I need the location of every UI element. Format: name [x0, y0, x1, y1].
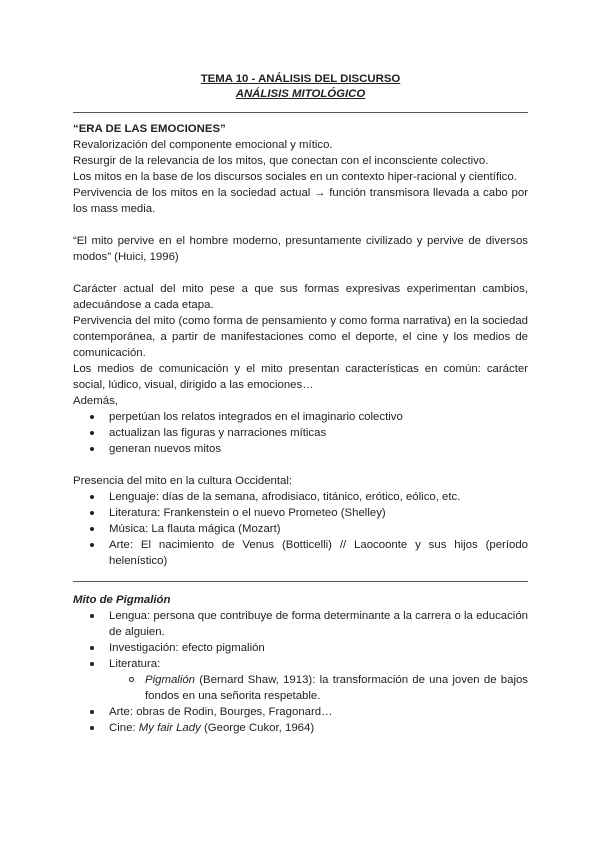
- quote-huici: “El mito pervive en el hombre moderno, presuntamente civilizado y pervive de diversos modos” (Huici, 1996): [73, 235, 528, 263]
- list-item: Música: La flauta mágica (Mozart): [73, 521, 528, 537]
- list-item: Arte: El nacimiento de Venus (Botticelli) // Laocoonte y sus hijos (período helenístico): [73, 537, 528, 569]
- bullet-list-pigmalion: [73, 608, 528, 736]
- list-item: perpetúan los relatos integrados en el imaginario colectivo: [73, 409, 528, 425]
- list-item: Investigación: efecto pigmalión: [73, 640, 528, 656]
- list-item: Literatura:: [73, 656, 528, 672]
- divider: [73, 112, 528, 113]
- cine-label: Cine:: [109, 722, 139, 734]
- bullet-list-presencia: [73, 489, 528, 569]
- paragraph-presencia: Presencia del mito en la cultura Occidental:: [73, 475, 293, 487]
- section-heading-emociones: “ERA DE LAS EMOCIONES”: [73, 123, 226, 135]
- paragraph: Los medios de comunicación y el mito presentan características en común: carácter social, lúdico, visual, dirigido a las emociones…: [73, 363, 528, 391]
- work-title: Pigmalión: [145, 674, 196, 686]
- paragraph: Resurgir de la relevancia de los mitos, que conectan con el inconsciente colectivo.: [73, 155, 489, 167]
- work-detail: (Bernard Shaw, 1913): la transformación de una joven de bajos fondos en una señorita respetable.: [145, 674, 528, 702]
- bullet-list-medios: [73, 409, 528, 457]
- list-item: generan nuevos mitos: [73, 441, 528, 457]
- list-item: Arte: obras de Rodin, Bourges, Fragonard…: [73, 704, 528, 720]
- sub-list-item: [73, 672, 528, 704]
- paragraph: Pervivencia de los mitos en la sociedad actual → función transmisora llevada a cabo por los mass media.: [73, 187, 528, 215]
- paragraph: Revalorización del componente emocional y mítico.: [73, 139, 333, 151]
- list-item: Lengua: persona que contribuye de forma determinante a la carrera o la educación de alguien.: [73, 608, 528, 640]
- film-title: My fair Lady: [138, 722, 201, 734]
- paragraph: Carácter actual del mito pese a que sus formas expresivas experimentan cambios, adecuándose a cada etapa.: [73, 283, 528, 311]
- document-title: TEMA 10 - ANÁLISIS DEL DISCURSO: [200, 73, 401, 85]
- paragraph: Pervivencia del mito (como forma de pensamiento y como forma narrativa) en la sociedad contemporánea, a partir de manifestaciones como el deporte, el cine y los medios de comunicación.: [73, 315, 528, 359]
- list-item: Literatura: Frankenstein o el nuevo Prometeo (Shelley): [73, 505, 528, 521]
- list-item: actualizan las figuras y narraciones míticas: [73, 425, 528, 441]
- document-subtitle: ANÁLISIS MITOLÓGICO: [235, 88, 366, 100]
- film-detail: (George Cukor, 1964): [200, 722, 315, 734]
- divider: [73, 581, 528, 582]
- paragraph: Los mitos en la base de los discursos sociales en un contexto hiper-racional y científico.: [73, 171, 517, 183]
- section-heading-pigmalion: Mito de Pigmalión: [73, 594, 171, 606]
- list-item: [73, 720, 528, 736]
- paragraph: Además,: [73, 395, 118, 407]
- document-page: [73, 72, 528, 736]
- list-item: Lenguaje: días de la semana, afrodisiaco, titánico, erótico, eólico, etc.: [73, 489, 528, 505]
